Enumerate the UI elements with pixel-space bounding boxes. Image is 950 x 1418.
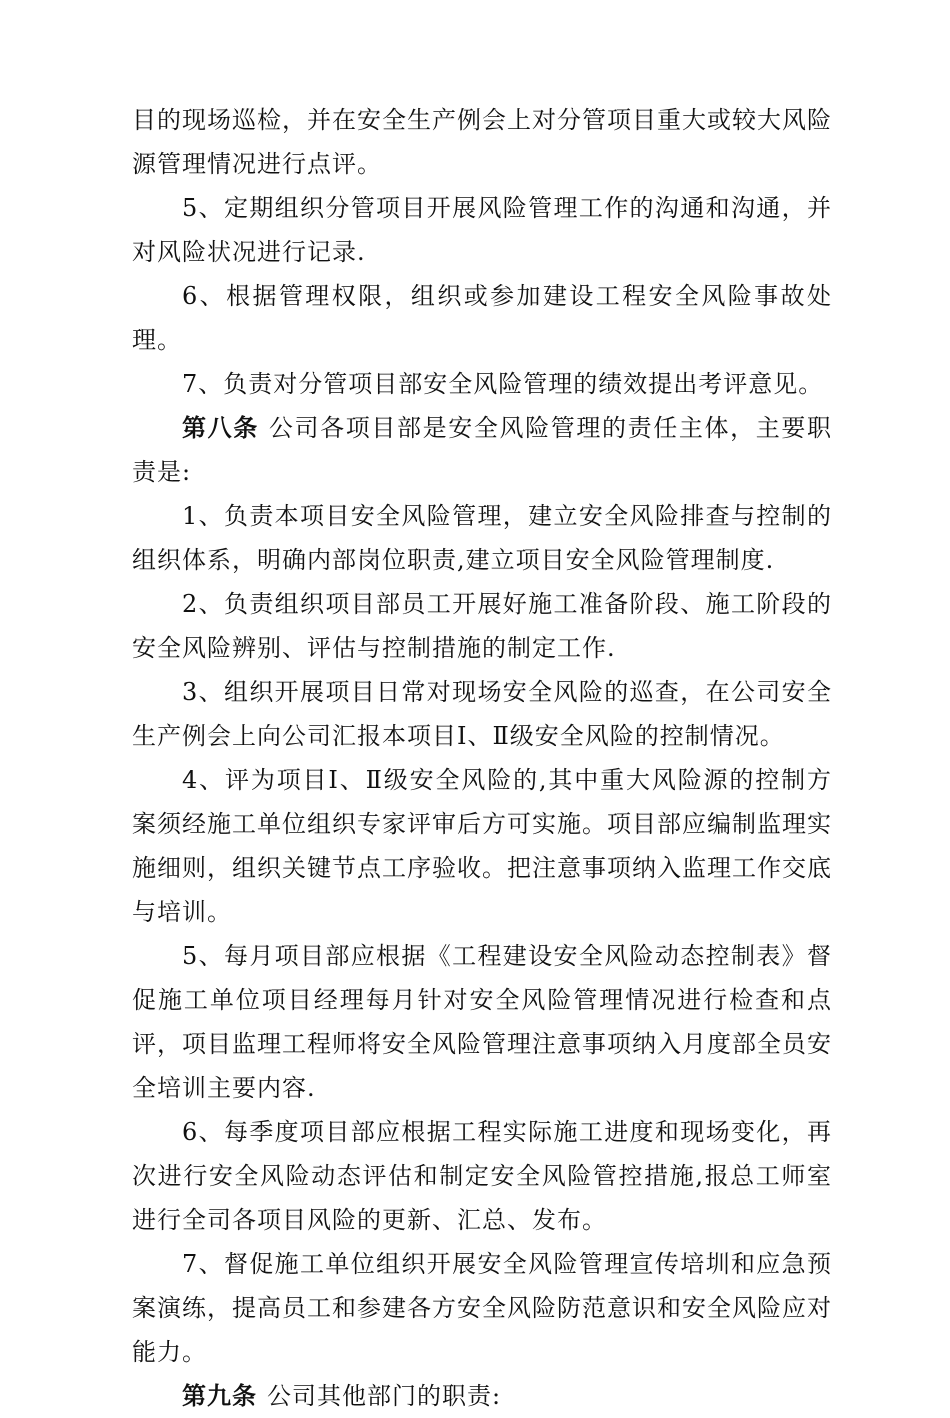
article-8-heading bbox=[132, 406, 832, 494]
paragraph-item-5: 5、定期组织分管项目开展风险管理工作的沟通和沟通，并对风险状况进行记录. bbox=[132, 194, 832, 266]
article-8-item-3: 3、组织开展项目日常对现场安全风险的巡查，在公司安全生产例会上向公司汇报本项目Ⅰ、Ⅱ级安全风险的控制情况。 bbox=[132, 678, 832, 750]
article-text: 公司各项目部是安全风险管理的责任主体，主要职责是: bbox=[132, 414, 832, 486]
article-text: 公司其他部门的职责: bbox=[267, 1382, 502, 1410]
article-number: 第九条 bbox=[182, 1382, 257, 1410]
paragraph-continuation: 目的现场巡检，并在安全生产例会上对分管项目重大或较大风险源管理情况进行点评。 bbox=[132, 106, 832, 178]
article-8-item-5: 5、每月项目部应根据《工程建设安全风险动态控制表》督促施工单位项目经理每月针对安全风险管理情况进行检查和点评，项目监理工程师将安全风险管理注意事项纳入月度部全员安全培训主要内容. bbox=[132, 942, 832, 1102]
article-8-item-1: 1、负责本项目安全风险管理，建立安全风险排查与控制的组织体系，明确内部岗位职责,建立项目安全风险管理制度. bbox=[132, 502, 832, 574]
article-number: 第八条 bbox=[182, 414, 259, 442]
paragraph-item-6: 6、根据管理权限，组织或参加建设工程安全风险事故处理。 bbox=[132, 282, 832, 354]
article-9-heading bbox=[132, 1374, 832, 1418]
document-body bbox=[132, 98, 832, 1418]
article-8-item-2: 2、负责组织项目部员工开展好施工准备阶段、施工阶段的安全风险辨别、评估与控制措施的制定工作. bbox=[132, 590, 832, 662]
paragraph-item-7: 7、负责对分管项目部安全风险管理的绩效提出考评意见。 bbox=[182, 370, 824, 398]
article-8-item-4: 4、评为项目Ⅰ、Ⅱ级安全风险的,其中重大风险源的控制方案须经施工单位组织专家评审后方可实施。项目部应编制监理实施细则，组织关键节点工序验收。把注意事项纳入监理工作交底与培训。 bbox=[132, 766, 832, 926]
article-8-item-6: 6、每季度项目部应根据工程实际施工进度和现场变化，再次进行安全风险动态评估和制定安全风险管控措施,报总工师室进行全司各项目风险的更新、汇总、发布。 bbox=[132, 1118, 832, 1234]
article-8-item-7: 7、督促施工单位组织开展安全风险管理宣传培圳和应急预案演练，提高员工和参建各方安全风险防范意识和安全风险应对能力。 bbox=[132, 1250, 832, 1366]
